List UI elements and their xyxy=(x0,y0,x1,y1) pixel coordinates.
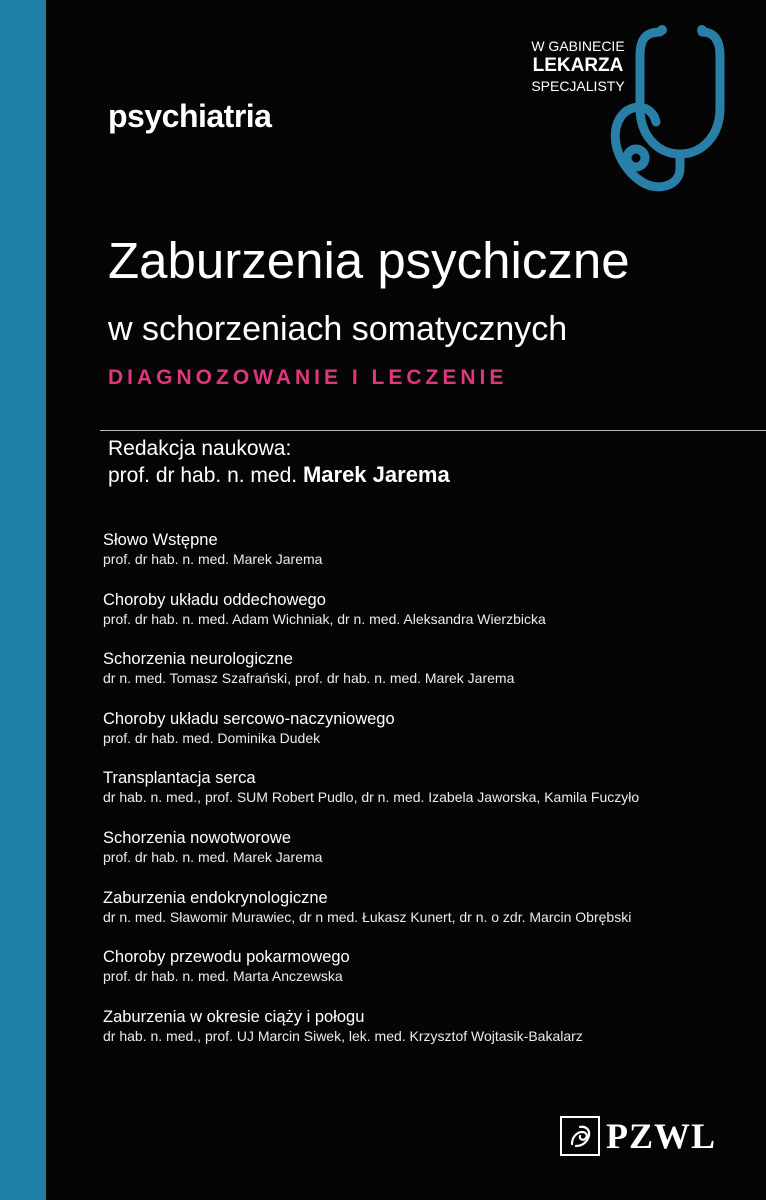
chapter-title: Schorzenia nowotworowe xyxy=(103,828,292,847)
chapter-authors: dr hab. n. med., prof. UJ Marcin Siwek, lek. med. Krzysztof Wojtasik-Bakalarz xyxy=(103,1027,583,1044)
chapter-title: Zaburzenia endokrynologiczne xyxy=(103,888,328,907)
chapter-item xyxy=(103,889,743,949)
stethoscope-icon xyxy=(590,18,740,193)
chapter-item xyxy=(103,769,743,829)
chapter-item xyxy=(103,650,743,710)
chapter-item xyxy=(103,948,743,1008)
chapter-title: Choroby układu oddechowego xyxy=(103,590,326,609)
editor-prefix: prof. dr hab. n. med. xyxy=(108,464,298,487)
editor-line xyxy=(108,462,450,488)
chapter-title: Transplantacja serca xyxy=(103,769,256,788)
series-label: psychiatria xyxy=(108,98,272,134)
divider-line xyxy=(100,430,766,431)
chapter-authors: prof. dr hab. n. med. Marek Jarema xyxy=(103,848,323,865)
chapter-authors: dr hab. n. med., prof. SUM Robert Pudlo, dr n. med. Izabela Jaworska, Kamila Fuczyło xyxy=(103,789,640,806)
chapter-item xyxy=(103,1008,743,1068)
subtitle: DIAGNOZOWANIE I LECZENIE xyxy=(108,366,508,389)
publisher-name: PZWL xyxy=(606,1116,717,1156)
chapter-title: Zaburzenia w okresie ciąży i połogu xyxy=(103,1007,365,1026)
table-of-contents xyxy=(103,531,743,1067)
editor-label: Redakcja naukowa: xyxy=(108,437,292,460)
editor-name: Marek Jarema xyxy=(302,462,450,487)
blue-spine-stripe xyxy=(0,0,46,1200)
publisher-logo xyxy=(560,1115,716,1157)
chapter-authors: prof. dr hab. n. med. Adam Wichniak, dr n. med. Aleksandra Wierzbicka xyxy=(103,610,546,627)
badge-line-2: LEKARZA xyxy=(532,55,624,76)
title-line-2: w schorzeniach somatycznych xyxy=(108,310,568,348)
pzwl-logo-icon xyxy=(560,1116,600,1156)
chapter-authors: dr n. med. Sławomir Murawiec, dr n med. Łukasz Kunert, dr n. o zdr. Marcin Obrębski xyxy=(103,908,632,925)
chapter-authors: prof. dr hab. med. Dominika Dudek xyxy=(103,729,321,746)
chapter-title: Choroby przewodu pokarmowego xyxy=(103,948,350,967)
badge-line-3: SPECJALISTY xyxy=(531,78,625,94)
chapter-title: Choroby układu sercowo-naczyniowego xyxy=(103,709,395,728)
badge-line-1: W GABINECIE xyxy=(531,38,625,54)
chapter-item xyxy=(103,591,743,651)
chapter-authors: dr n. med. Tomasz Szafrański, prof. dr hab. n. med. Marek Jarema xyxy=(103,670,515,687)
chapter-item xyxy=(103,710,743,770)
chapter-authors: prof. dr hab. n. med. Marta Anczewska xyxy=(103,968,343,985)
chapter-title: Schorzenia neurologiczne xyxy=(103,650,293,669)
chapter-authors: prof. dr hab. n. med. Marek Jarema xyxy=(103,551,323,567)
chapter-item xyxy=(103,531,743,591)
chapter-title: Słowo Wstępne xyxy=(103,531,218,549)
chapter-item xyxy=(103,829,743,889)
title-line-1: Zaburzenia psychiczne xyxy=(108,232,630,289)
